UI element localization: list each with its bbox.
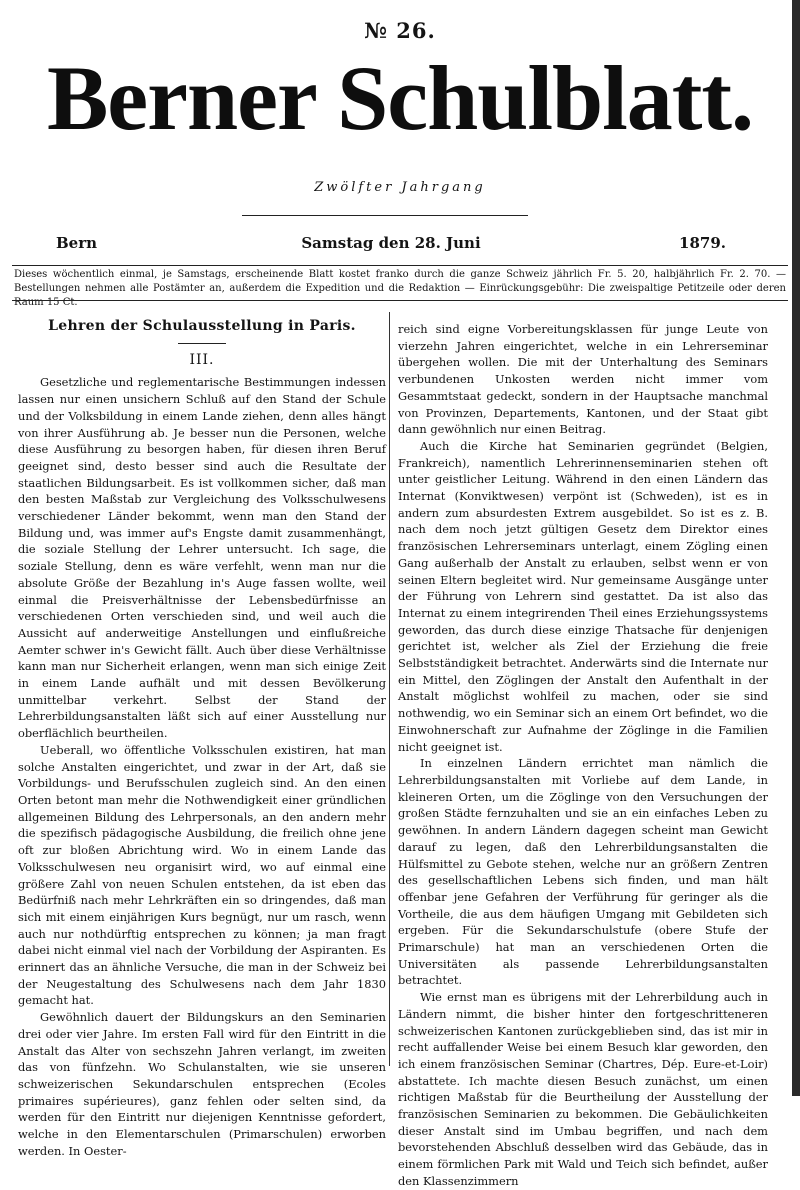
column-divider <box>389 312 390 1066</box>
article-title: Lehren der Schulausstellung in Paris. <box>48 318 356 334</box>
paragraph: reich sind eigne Vorbereitungsklassen für junge Leute von vierzehn Jahren eingerichtet, welche in ein Lehrerseminar übergehen wollen. Die mit der Unterhaltung des Seminars verbundenen Unkosten werden nicht immer vom Gesammtstaat gedeckt, sondern in der Hauptsache manchmal von Provinzen, Departements, Kantonen, und der Staat gibt dann gewöhnlich nur einen Beitrag. <box>398 322 768 437</box>
volume-year-line: Zwölfter Jahrgang <box>314 180 486 195</box>
right-column <box>398 321 768 1190</box>
scan-edge <box>792 0 800 1096</box>
paragraph: Wie ernst man es übrigens mit der Lehrerbildung auch in Ländern nimmt, die bisher hinter den fortgeschritteneren schweizerischen Kantonen zurückgeblieben sind, das ist mir in recht auffallender Weise bei einem Besuch klar geworden, den ich einem französischen Seminar (Chartres, Dép. Eure-et-Loir) abstattete. Ich machte diesen Besuch zunächst, um einen richtigen Maßstab für die Beurtheilung der Ausstellung der französischen Seminarien zu bekommen. Die Gebäulichkeiten dieser Anstalt sind im Umbau begriffen, und nach dem bevorstehenden Abschluß desselben wird das Gebäude, das in einem förmlichen Park mit Wald und Teich sich befindet, außer den Klassenzimmern <box>398 990 768 1188</box>
issue-number: № 26. <box>364 18 436 43</box>
paragraph: Auch die Kirche hat Seminarien gegründet (Belgien, Frankreich), namentlich Lehrerinnenseminarien stehen oft unter geistlicher Leitung. Während in den einen Ländern das Internat (Konviktwesen) verpönt ist (Schweden), ist es in andern zum absurdesten Extrem ausgebildet. So ist es z. B. nach dem noch jetzt gültigen Gesetz dem Direktor eines französischen Lehrerseminars unterlagt, einem Zögling einen Gang außerhalb der Anstalt zu erlauben, selbst wenn er von seinen Eltern begleitet wird. Nur gemeinsame Ausgänge unter der Führung von Lehrern sind gestattet. Da ist also das Internat zu einem integrirenden Theil eines Erziehungssystems geworden, das durch diese einzige Thatsache für denjenigen gerichtet ist, welcher als Ziel der Erziehung die freie Selbstständigkeit betrachtet. Anderwärts sind die Internate nur ein Mittel, den Zöglingen der Anstalt den Aufenthalt in der Anstalt möglichst wohlfeil zu machen, oder sie sind nothwendig, wo ein Seminar sich an einem Ort befindet, wo die Einwohnerschaft zur Aufnahme der Zöglinge in die Familien nicht geeignet ist. <box>398 438 768 754</box>
subscription-notice: Dieses wöchentlich einmal, je Samstags, erscheinende Blatt kostet franko durch die ganze Schweiz jährlich Fr. 5. 20, halbjährlich Fr. 2. 70. — Bestellungen nehmen alle Postämter an, außerdem die Expedition und die Redaktion — Einrückungsgebühr: Die zweispaltige Petitzeile oder deren Raum 15 Ct. <box>14 269 786 308</box>
dateline-year: 1879. <box>679 234 726 252</box>
paragraph: Ueberall, wo öffentliche Volksschulen existiren, hat man solche Anstalten eingerichtet, und zwar in der Art, daß sie Vorbildungs- und Berufsschulen zugleich sind. An den einen Orten betont man mehr die Nothwendigkeit einer gründlichen allgemeinen Bildung des Lehrpersonals, an den andern mehr die spezifisch pädagogische Ausbildung, die freilich ohne jene oft zur bloßen Abrichtung wird. Wo in einem Lande das Volksschulwesen neu organisirt wird, wo auf einmal eine größere Zahl von neuen Schulen entstehen, da ist eben das Bedürfniß nach mehr Lehrkräften ein so dringendes, daß man sich mit einem einjährigen Kurs begnügt, nur um rasch, wenn auch nur nothdürftig entsprechen zu können; ja man fragt dabei nicht einmal viel nach der Vorbildung der Aspiranten. Es erinnert das an ähnliche Versuche, die man in der Schweiz bei der Neugestaltung des Schulwesens nach dem Jahr 1830 gemacht hat. <box>18 742 386 1008</box>
dateline-place: Bern <box>56 234 98 252</box>
paragraph: Gesetzliche und reglementarische Bestimmungen indessen lassen nur einen unsichern Schluß auf den Stand der Schule und der Volksbildung in einem Lande ziehen, denn alles hängt von ihrer Ausführung ab. Je besser nun die Personen, welche diese Ausführung zu besorgen haben, für diesen ihren Beruf geeignet sind, desto besser sind auch die Resultate der staatlichen Bildungsarbeit. Es ist vollkommen sicher, daß man den besten Maßstab zur Vergleichung des Volksschulwesens verschiedener Länder bekommt, wenn man den Stand der Bildung und, was immer auf's Engste damit zusammenhängt, die soziale Stellung der Lehrer untersucht. Ich sage, die soziale Stellung, denn es wäre verfehlt, wenn man nur die absolute Größe der Bezahlung in's Auge fassen wollte, weil einmal die Preisverhältnisse der Lebensbedürfnisse an verschiedenen Orten verschieden sind, und weil auch die Aussicht auf anderweitige Anstellungen und einflußreiche Aemter schwer in's Gewicht fällt. Auch über diese Verhältnisse kann man nur Sicherheit erlangen, wenn man sich einige Zeit in einem Lande aufhält und mit dessen Bevölkerung unmittelbar verkehrt. Selbst der Stand der Lehrerbildungsanstalten läßt sich auf einer Ausstellung nur oberflächlich beurtheilen. <box>18 375 386 741</box>
section-number: III. <box>189 351 215 368</box>
paragraph: Gewöhnlich dauert der Bildungskurs an den Seminarien drei oder vier Jahre. Im ersten Fall wird für den Eintritt in die Anstalt das Alter von sechszehn Jahren verlangt, im zweiten das von fünfzehn. Wo Schulanstalten, wie sie unseren schweizerischen Sekundarschulen entsprechen (Ecoles primaires supérieures), ganz fehlen oder selten sind, da werden für den Eintritt nur diejenigen Kenntnisse gefordert, welche in den Elementarschulen (Primarschulen) erworben werden. In Oester- <box>18 1010 386 1158</box>
dateline <box>56 234 726 258</box>
title-rule <box>178 343 226 344</box>
paragraph: In einzelnen Ländern errichtet man nämlich die Lehrerbildungsanstalten mit Vorliebe auf dem Lande, in kleineren Orten, um die Zöglinge von den Versuchungen der großen Städte fernzuhalten und sie an ein einfaches Leben zu gewöhnen. In andern Ländern dagegen scheint man Gewicht darauf zu legen, daß den Lehrerbildungsanstalten die Hülfsmittel zu Gebote stehen, welche nur an größern Zentren des gesellschaftlichen Lebens sich finden, und man hält offenbar jene Gefahren der Verführung für geringer als die Vortheile, die aus dem häufigen Umgang mit Gebildeten sich ergeben. Für die Sekundarschulstufe (obere Stufe der Primarschule) hat man an verschiedenen Orten die Universitäten als passende Lehrerbildungsanstalten betrachtet. <box>398 756 768 988</box>
masthead-title: Berner Schulblatt. <box>46 47 754 149</box>
header-rule <box>242 215 528 216</box>
dateline-date: Samstag den 28. Juni <box>301 234 481 252</box>
notice-rule-bottom <box>12 300 788 301</box>
left-column <box>18 318 386 1159</box>
notice-rule-top <box>12 265 788 266</box>
